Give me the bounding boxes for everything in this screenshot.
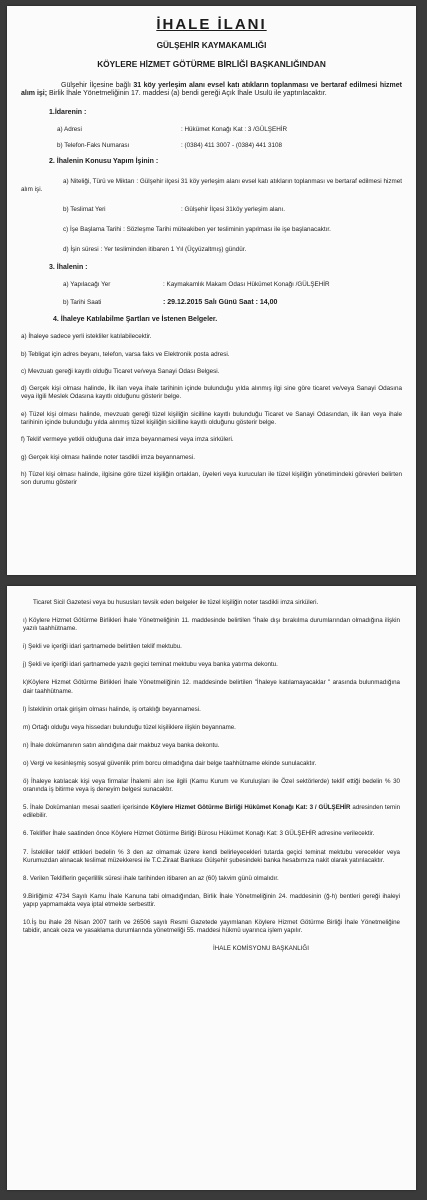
- datetime-row: [63, 299, 416, 307]
- address-value: : Hükümet Konağı Kat : 3 /GÜLŞEHİR: [181, 125, 288, 133]
- req-a: a) İhaleye sadece yerli istekliler katılabilecektir.: [21, 333, 152, 341]
- req-g: g) Gerçek kişi olması halinde noter tasdikli imza beyannamesi.: [21, 453, 195, 461]
- item-5-address: Köylere Hizmet Götürme Birliği Hükümet Konağı Kat: 3 / GÜLŞEHİR: [150, 804, 351, 812]
- signature-block: İHALE KOMİSYONU BAŞKANLIĞI: [213, 945, 309, 953]
- req-o-umlaut: ö) İhaleye katılacak kişi veya firmalar İhalemi alırı ise ilgili (Kamu Kurum ve Kuruluşları ile Özel sektörlerde) teklif ettiği bedelin % 30 oranında iş bitirme veya iş deneyim belgesi sunacaktır.: [23, 778, 400, 794]
- address-row: [57, 126, 416, 134]
- intro-text-end: Birlik İhale Yönetmeliğinin 17. maddesi (a) bendi gereği Açık İhale Usulü ile yaptırılacaktır.: [47, 90, 327, 98]
- req-f: f) Teklif vermeye yetkili olduğuna dair imza beyannamesi veya imza sirküleri.: [21, 436, 234, 444]
- s2-nature: a) Niteliği, Türü ve Miktarı : Gülşehir ilçesi 31 köy yerleşim alanı evsel katı atıkların toplanması ve bertaraf edilmesi hizmet alım işi.: [21, 178, 402, 194]
- datetime-value: : 29.12.2015 Salı Günü Saat : 14,00: [163, 298, 278, 306]
- page-2: [7, 586, 416, 1190]
- section-3-heading: 3. İhalenin :: [49, 263, 88, 271]
- req-o: o) Vergi ve kesinleşmiş sosyal güvenlik prim borcu olmadığına dair belge taahhütname ekinde sunulacaktır.: [23, 759, 317, 767]
- req-k: k)Köylere Hizmet Götürme Birlikleri İhale Yönetmeliğinin 12. maddesinde belirtilen "İhaleye katılamayacaklar " arasında bulunmadığına dair taahhütname.: [23, 679, 400, 695]
- datetime-label: b) Tarihi Saati: [63, 298, 102, 306]
- venue-value: : Kaymakamlık Makam Odası Hükümet Konağı /GÜLŞEHİR: [163, 280, 330, 288]
- intro-subject: 31 köy yerleşim alanı evsel katı atıkların toplanması ve bertaraf edilmesi hizmet alım işi;: [21, 82, 402, 98]
- item-6-text: 6. Teklifler İhale saatinden önce Köylere Hizmet Götürme Birliği Bürosu Hükümet Konağı Kat: 3 GÜLŞEHİR: [23, 830, 317, 838]
- item-5-text-end: adresinden temin edilebilir.: [23, 804, 401, 820]
- section-1-heading: 1.İdarenin :: [49, 108, 87, 116]
- intro-text: Gülşehir İlçesine bağlı: [61, 82, 134, 89]
- union-name: KÖYLERE HİZMET GÖTÜRME BİRLİĞİ BAŞKANLIĞINDAN: [97, 59, 326, 69]
- req-d: d) Gerçek kişi olması halinde, İlk ilan veya ihale tarihinin içinde bulunduğu yılda alınmış ilgi sine göre ticaret ve/veya Sanayi Odasına veya ilgili Meslek Odasına kayıtlı olduğunu gösterir belge.: [21, 385, 402, 401]
- req-n: n) İhale dokümanının satın alındığına dair makbuz veya banka dekontu.: [23, 741, 220, 749]
- authority-name: GÜLŞEHİR KAYMAKAMLIĞI: [156, 40, 267, 50]
- announcement-title: İHALE İLANI: [156, 16, 267, 33]
- venue-row: [63, 281, 416, 289]
- item-7: 7. İstekliler teklif ettikleri bedelin % 3 den az olmamak üzere kendi belirleyecekleri tutarda geçici teminat mektubu verecekler veya Kurumuzdan alınacak teslimat müzekkeresi ile T.C.Ziraat Bankası Gülşehir şubesindeki banka hesabımıza nakit olarak yatırılacaktır.: [23, 848, 400, 864]
- req-l: l) İsteklinin ortak girişim olması halinde, iş ortaklığı beyannamesi.: [23, 705, 201, 713]
- item-5-text: 5. İhale Dokümanları mesai saatleri içerisinde: [23, 804, 151, 812]
- item-6-text-end: adresine verilecektir.: [316, 830, 375, 838]
- phone-value: : (0384) 411 3007 - (0384) 441 3108: [181, 141, 283, 149]
- phone-label: b) Telefon-Faks Numarası: [57, 141, 130, 149]
- s2-duration: d) İşin süresi : Yer tesliminden itibaren 1 Yıl (Üçyüzaltmış) gündür.: [63, 246, 247, 254]
- item-6: [23, 830, 400, 838]
- req-j: j) Şekli ve içeriği idari şartnamede yazılı geçici teminat mektubu veya banka yatırma dekontu.: [23, 661, 278, 669]
- section-4-heading: 4. İhaleye Katılabilme Şartları ve İstenen Belgeler.: [53, 316, 218, 324]
- s2-start-date: c) İşe Başlama Tarihi : Sözleşme Tarihi müteakiben yer tesliminin yapılması ile işe başlanacaktır.: [63, 226, 331, 234]
- delivery-label: b) Teslimat Yeri: [63, 205, 106, 213]
- item-9: 9.Birliğimiz 4734 Sayılı Kamu İhale Kanuna tabi olmadığından, Birlik İhale Yönetmeliğinin 24. maddesinin (ğ-h) bentleri gereği ihaleyi yapıp yapmamakta veya iptal etmekte serbesttir.: [23, 892, 400, 908]
- item-5: [23, 804, 400, 820]
- delivery-row: [63, 206, 416, 214]
- req-e: e) Tüzel kişi olması halinde, mevzuatı gereği tüzel kişiliğin sicilline kayıtlı bulunduğu Ticaret ve Sanayi Odasından, ilk ilan veya ihale tarihinin içinde bulunduğu yılda alınmış tüzel kişiliğin sicilline kayıtlı olduğunu gösterir belge.: [21, 410, 402, 427]
- req-m: m) Ortağı olduğu veya hissedarı bulunduğu tüzel kişiliklere ilişkin beyanname.: [23, 723, 236, 731]
- section-2-heading: 2. İhalenin Konusu Yapım İşinin :: [49, 158, 159, 166]
- req-i: i) Şekli ve içeriği idari şartnamede belirtilen teklif mektubu.: [23, 643, 182, 651]
- delivery-value: : Gülşehir İlçesi 31köy yerleşim alanı.: [181, 205, 285, 213]
- req-h: h) Tüzel kişi olması halinde, ilgisine göre tüzel kişiliğin ortakları, üyeleri veya kurucuları ile tüzel kişiliğin yönetimindeki görevleri belirten son durumu gösterir: [21, 470, 402, 487]
- req-b: b) Tebligat için adres beyanı, telefon, varsa faks ve Elektronik posta adresi.: [21, 350, 230, 358]
- req-h-continued: Ticaret Sicil Gazetesi veya bu hususları tevsik eden belgeler ile tüzel kişiliğin noter tasdikli imza sirküleri.: [33, 599, 319, 606]
- venue-label: a) Yapılacağı Yer: [63, 280, 111, 288]
- page-1: [7, 6, 416, 575]
- intro-paragraph: [21, 82, 402, 99]
- phone-row: [57, 142, 416, 150]
- address-label: a) Adresi: [57, 125, 82, 133]
- req-i-dotless: ı) Köylere Hizmet Götürme Birlikleri İhale Yönetmeliğinin 11. maddesinde belirtilen "İhale dışı bırakılma durumlarından olmadığına ilişkin yazılı taahhütname.: [23, 617, 400, 633]
- req-c: c) Mevzuatı gereği kayıtlı olduğu Ticaret ve/veya Sanayi Odası Belgesi.: [21, 367, 220, 375]
- item-10: 10.İş bu ihale 28 Nisan 2007 tarih ve 26506 sayılı Resmi Gazetede yayımlanan Köylere Hizmet Götürme Birliği İhale Yönetmeliğine tabidir, ancak ceza ve yasaklama durumlarında yönetmeliği 55. maddesi hükmü uyarınca işlem yapılır.: [23, 918, 400, 935]
- item-8: 8. Verilen Tekliflerin geçerlillik süresi ihale tarihinden itibaren an az (60) takvim günü olmalıdır.: [23, 874, 279, 882]
